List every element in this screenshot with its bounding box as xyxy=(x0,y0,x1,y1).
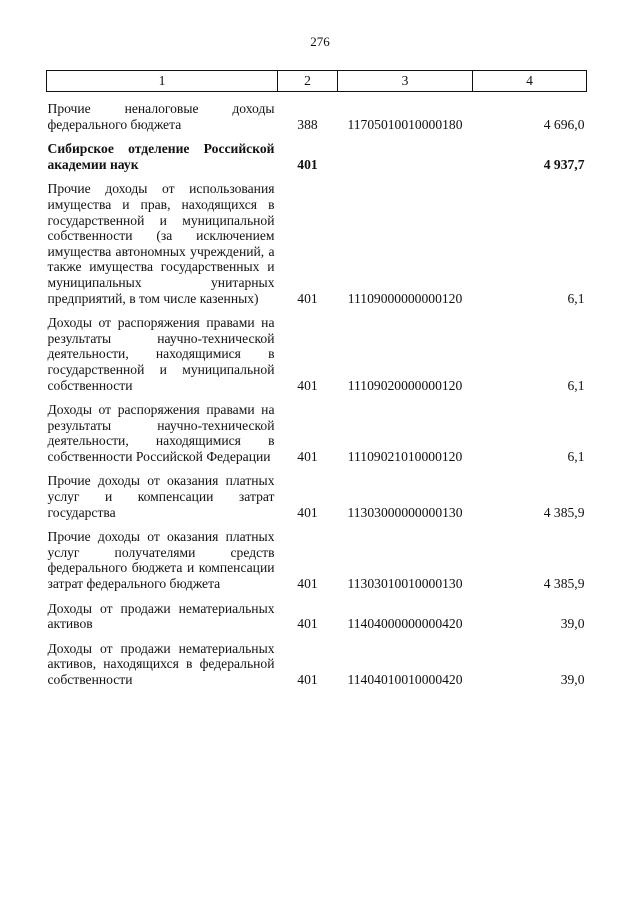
row-name: Сибирское отделение Российской академии наук xyxy=(47,141,275,172)
row-chapter: 401 xyxy=(297,576,318,592)
row-amount: 39,0 xyxy=(560,672,585,687)
row-code: 11109020000000120 xyxy=(347,377,463,393)
row-amount: 6,1 xyxy=(567,377,585,393)
row-code: 11404000000000420 xyxy=(347,616,463,632)
row-code: 11705010010000180 xyxy=(347,116,463,132)
budget-table xyxy=(46,70,587,688)
row-amount: 4 385,9 xyxy=(543,504,585,520)
table-row xyxy=(47,473,587,520)
row-code: 11303010010000130 xyxy=(347,576,463,592)
table-row xyxy=(47,315,587,393)
table-row xyxy=(47,402,587,464)
column-header-2: 2 xyxy=(278,71,338,92)
table-row xyxy=(47,601,587,632)
row-chapter: 388 xyxy=(297,116,318,132)
row-code: 11303000000000130 xyxy=(347,504,463,520)
row-chapter: 401 xyxy=(297,377,318,393)
row-amount: 4 385,9 xyxy=(543,576,585,592)
row-amount: 4 696,0 xyxy=(543,116,585,132)
table-row xyxy=(47,529,587,591)
column-header-1: 1 xyxy=(47,71,278,92)
row-code xyxy=(338,141,473,172)
row-chapter: 401 xyxy=(297,448,318,464)
row-chapter: 401 xyxy=(297,504,318,520)
column-header-3: 3 xyxy=(338,71,473,92)
header-row xyxy=(47,71,587,92)
table-row xyxy=(47,141,587,172)
table-row xyxy=(47,181,587,306)
row-name: Доходы от распоряжения правами на результаты научно-технической деятельности, находящимися в государственной и муниципальной собственности xyxy=(47,315,275,393)
row-name: Прочие неналоговые доходы федерального бюджета xyxy=(47,101,275,132)
row-code: 11109021010000120 xyxy=(347,448,463,464)
row-code: 11404010010000420 xyxy=(347,672,463,687)
row-name: Прочие доходы от использования имущества и прав, находящихся в государственной и муниципальной собственности (за исключением имущества автономных учреждений, а также имущества государственных и муниципальных унитарных предприятий, в том числе казенных) xyxy=(47,181,275,306)
row-chapter: 401 xyxy=(297,616,318,632)
column-header-4: 4 xyxy=(473,71,587,92)
table-header xyxy=(47,71,587,92)
table-row xyxy=(47,641,587,688)
row-amount: 4 937,7 xyxy=(543,156,585,172)
row-code: 11109000000000120 xyxy=(347,290,463,306)
page-number: 276 xyxy=(310,34,330,49)
row-name: Прочие доходы от оказания платных услуг получателями средств федерального бюджета и компенсации затрат федерального бюджета xyxy=(47,529,275,592)
row-chapter: 401 xyxy=(297,672,318,687)
row-name: Прочие доходы от оказания платных услуг и компенсации затрат государства xyxy=(47,473,275,520)
row-amount: 39,0 xyxy=(560,616,585,632)
table-row xyxy=(47,101,587,132)
row-chapter: 401 xyxy=(297,290,318,306)
table-body xyxy=(47,92,587,688)
row-chapter: 401 xyxy=(297,156,318,172)
row-amount: 6,1 xyxy=(567,448,585,464)
row-amount: 6,1 xyxy=(567,290,585,306)
row-name: Доходы от продажи нематериальных активов xyxy=(47,600,275,632)
row-name: Доходы от продажи нематериальных активов, находящихся в федеральной собственности xyxy=(47,640,275,687)
row-name: Доходы от распоряжения правами на результаты научно-технической деятельности, находящимися в собственности Российской Федерации xyxy=(47,402,275,464)
